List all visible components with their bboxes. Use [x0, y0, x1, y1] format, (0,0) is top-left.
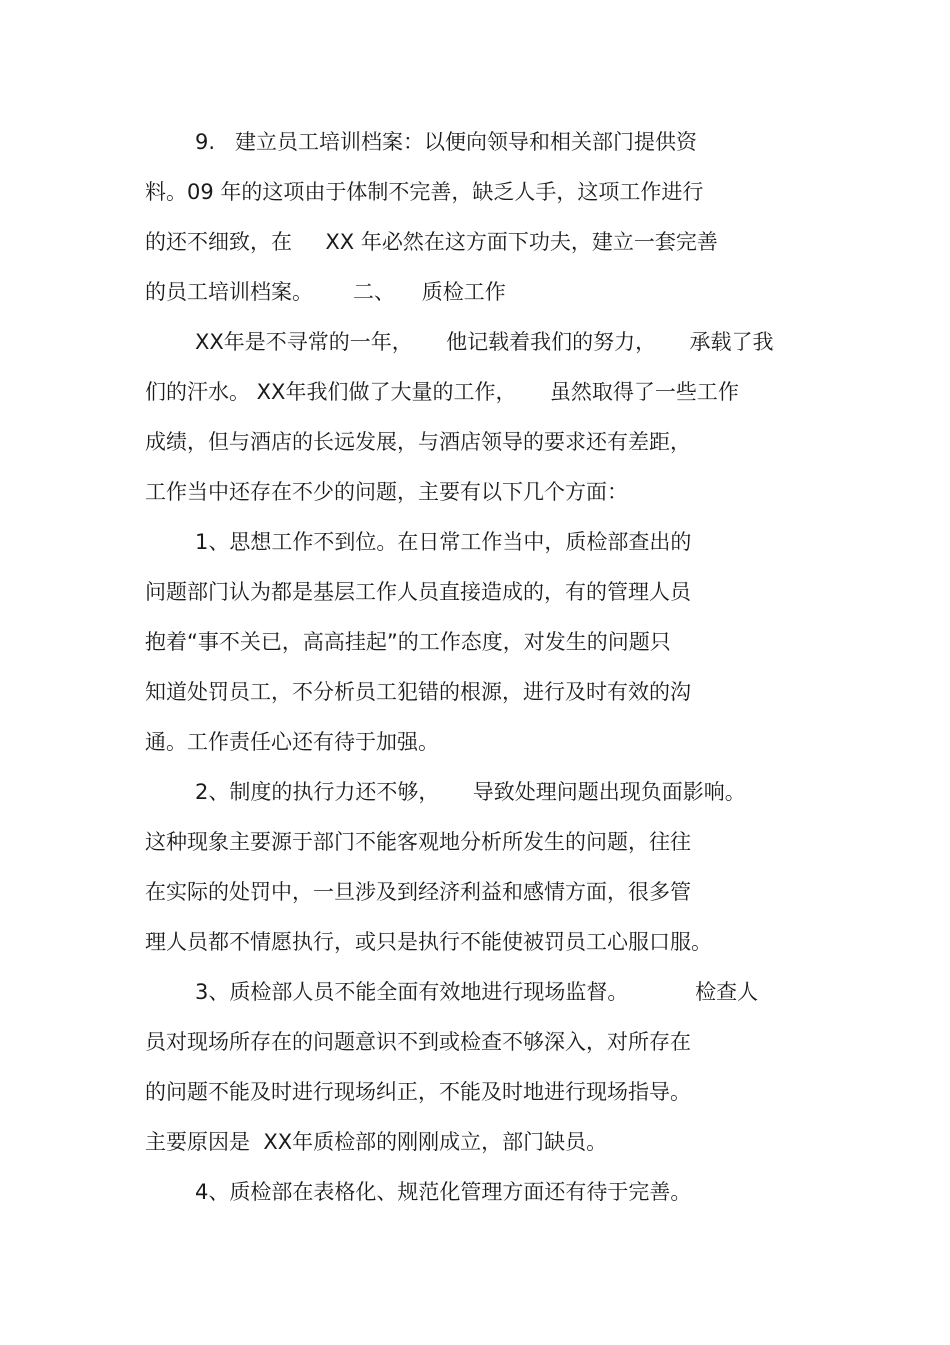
text-line-16: 在实际的处罚中，一旦涉及到经济利益和感情方面，很多管 [145, 880, 691, 904]
text-line-4: 的员工培训档案。 二、 质检工作 [145, 280, 506, 304]
text-line-19: 员对现场所存在的问题意识不到或检查不够深入，对所存在 [145, 1030, 691, 1054]
text-line-12: 知道处罚员工，不分析员工犯错的根源，进行及时有效的沟 [145, 680, 691, 704]
text-line-15: 这种现象主要源于部门不能客观地分析所发生的问题，往往 [145, 830, 691, 854]
text-line-18: 3、质检部人员不能全面有效地进行现场监督。 检查人 [195, 980, 759, 1004]
text-line-6: 们的汗水。 XX年我们做了大量的工作， 虽然取得了一些工作 [145, 380, 739, 404]
text-line-11: 抱着“事不关已，高高挂起”的工作态度，对发生的问题只 [145, 630, 671, 654]
text-line-5: XX年是不寻常的一年， 他记载着我们的努力， 承载了我 [195, 330, 774, 354]
text-line-8: 工作当中还存在不少的问题，主要有以下几个方面： [145, 480, 628, 504]
text-line-13: 通。工作责任心还有待于加强。 [145, 730, 439, 754]
text-line-17: 理人员都不情愿执行，或只是执行不能使被罚员工心服口服。 [145, 930, 712, 954]
text-line-22: 4、质检部在表格化、规范化管理方面还有待于完善。 [195, 1180, 692, 1204]
text-line-10: 问题部门认为都是基层工作人员直接造成的，有的管理人员 [145, 580, 691, 604]
text-line-7: 成绩，但与酒店的长远发展，与酒店领导的要求还有差距， [145, 430, 691, 454]
text-line-3: 的还不细致，在 XX 年必然在这方面下功夫，建立一套完善 [145, 230, 718, 254]
text-line-21: 主要原因是 XX年质检部的刚刚成立，部门缺员。 [145, 1130, 608, 1154]
text-line-1: 9. 建立员工培训档案：以便向领导和相关部门提供资 [195, 130, 698, 154]
text-line-20: 的问题不能及时进行现场纠正，不能及时地进行现场指导。 [145, 1080, 691, 1104]
text-line-2: 料。09 年的这项由于体制不完善，缺乏人手，这项工作进行 [145, 180, 704, 204]
text-line-14: 2、制度的执行力还不够， 导致处理问题出现负面影响。 [195, 780, 746, 804]
text-line-9: 1、思想工作不到位。在日常工作当中，质检部查出的 [195, 530, 692, 554]
